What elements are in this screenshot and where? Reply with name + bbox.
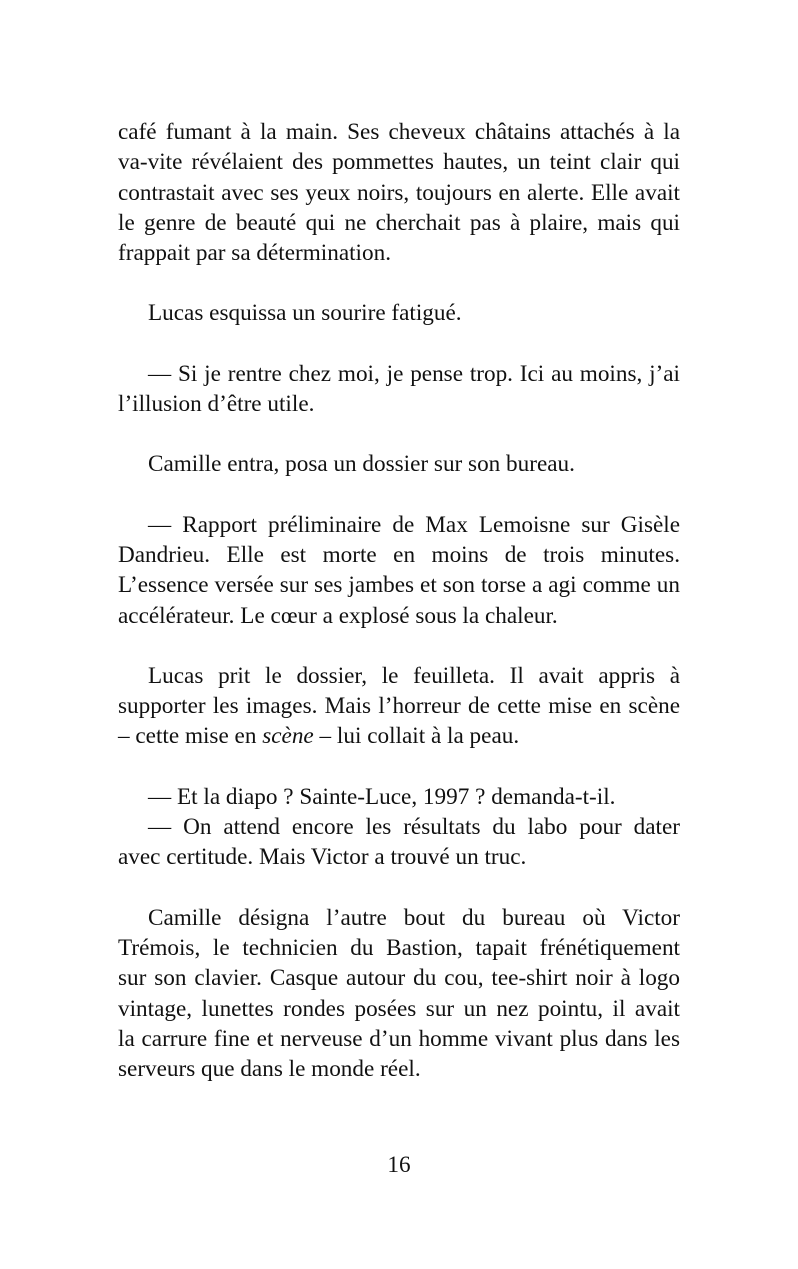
text-line: l’illusion d’être utile.: [118, 391, 315, 418]
paragraph: [118, 903, 680, 1085]
text-line: Dandrieu. Elle est morte en moins de trois minutes.: [118, 541, 680, 568]
paragraph: [118, 449, 680, 479]
text-line: café fumant à la main. Ses cheveux châtains attachés à la: [118, 119, 680, 145]
paragraph: [118, 359, 680, 420]
text-line: contrastait avec ses yeux noirs, toujours en alerte. Elle avait: [118, 179, 680, 206]
text-line: vintage, lunettes rondes posées sur un nez pointu, il avait: [118, 995, 680, 1022]
text-line: serveurs que dans le monde réel.: [118, 1056, 421, 1083]
text-line: — Si je rentre chez moi, je pense trop. Ici au moins, j’ai: [148, 360, 680, 387]
paragraph: [118, 812, 680, 873]
paragraph: [118, 661, 680, 752]
text-line: supporter les images. Mais l’horreur de cette mise en scène: [118, 693, 680, 720]
text-line: L’essence versée sur ses jambes et son torse a agi comme un: [118, 572, 680, 599]
text-line: va-vite révélaient des pommettes hautes, un teint clair qui: [118, 149, 680, 176]
text-line: la carrure fine et nerveuse d’un homme vivant plus dans les: [118, 1025, 680, 1052]
text-line: Trémois, le technicien du Bastion, tapait frénétiquement: [118, 934, 680, 961]
text-line: Camille désigna l’autre bout du bureau où Victor: [148, 904, 680, 931]
italic-word: scène: [262, 723, 314, 750]
paragraph: [118, 510, 680, 631]
paragraph: [118, 298, 680, 328]
text-segment: – cette mise en: [118, 723, 263, 750]
text-line: — Et la diapo ? Sainte-Luce, 1997 ? demanda-t-il.: [148, 783, 616, 810]
text-line: frappait par sa détermination.: [118, 240, 391, 267]
paragraph: [118, 117, 680, 268]
paragraph: [118, 782, 680, 812]
text-line: le genre de beauté qui ne cherchait pas à plaire, mais qui: [118, 209, 680, 236]
text-line: avec certitude. Mais Victor a trouvé un truc.: [118, 844, 527, 871]
text-line: accélérateur. Le cœur a explosé sous la chaleur.: [118, 602, 558, 629]
text-line: — On attend encore les résultats du labo pour dater: [148, 814, 680, 841]
book-page-body: [118, 117, 680, 1084]
text-line: — Rapport préliminaire de Max Lemoisne sur Gisèle: [148, 511, 680, 538]
text-line: Lucas esquissa un sourire fatigué.: [148, 300, 462, 327]
text-line: [118, 721, 680, 751]
text-line: Lucas prit le dossier, le feuilleta. Il avait appris à: [148, 662, 680, 689]
text-line: Camille entra, posa un dossier sur son bureau.: [148, 451, 575, 478]
text-line: sur son clavier. Casque autour du cou, tee-shirt noir à logo: [118, 965, 680, 992]
page-number: 16: [387, 1152, 411, 1178]
text-segment: – lui collait à la peau.: [313, 723, 520, 750]
